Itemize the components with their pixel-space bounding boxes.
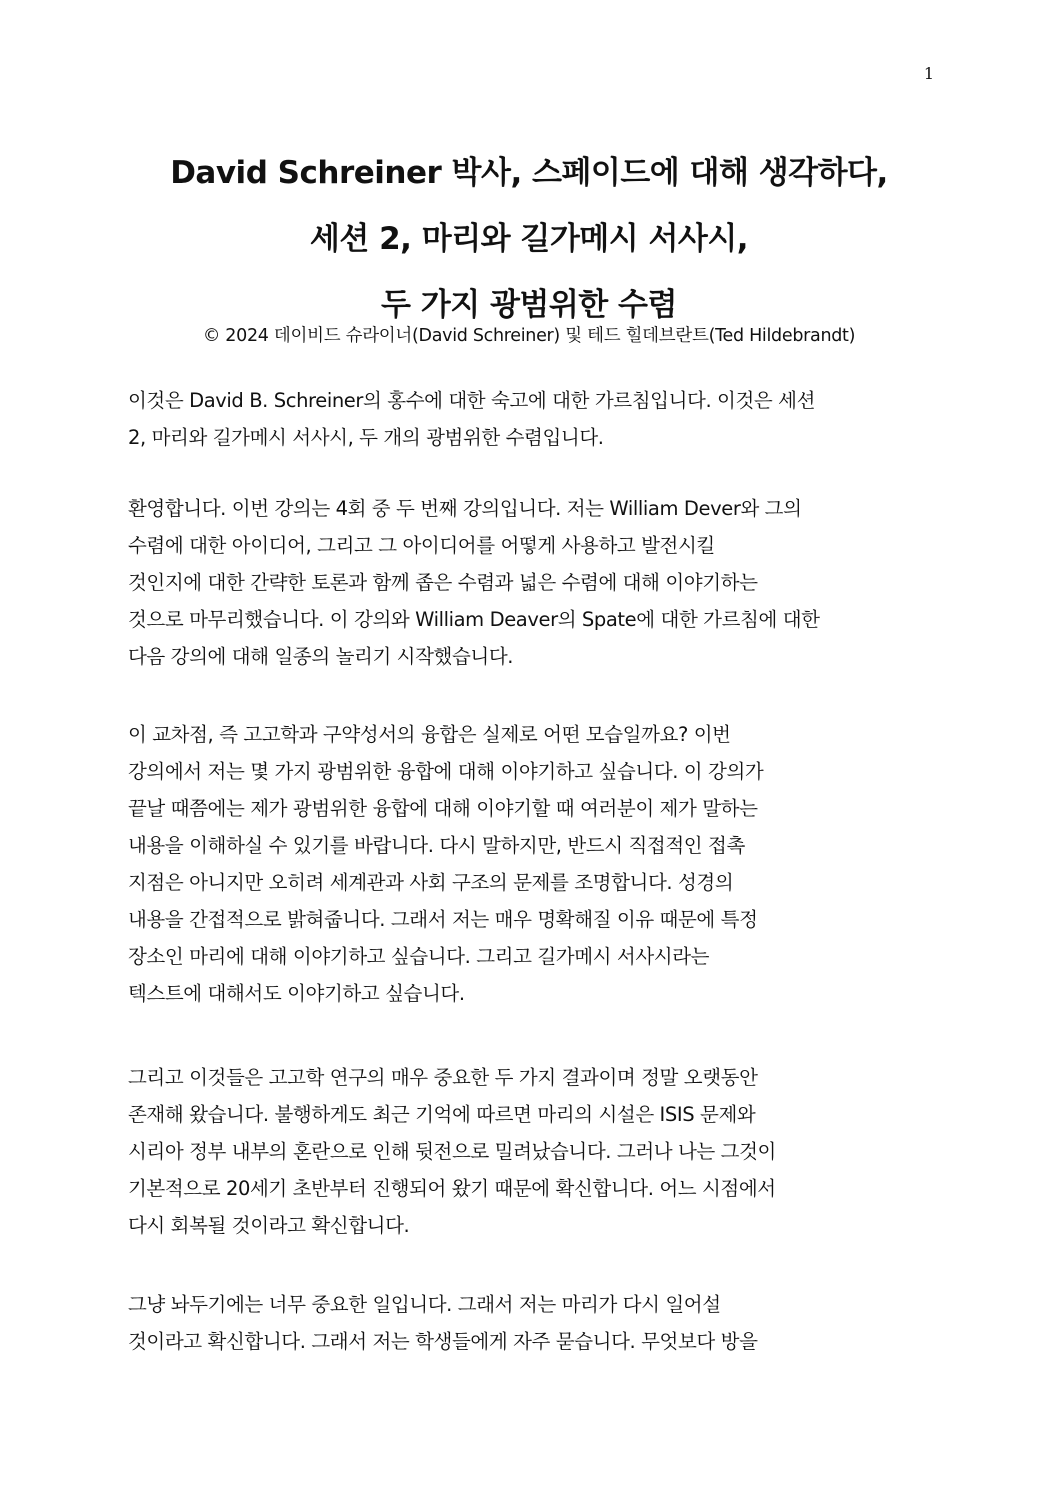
paragraph-line: 수렴에 대한 아이디어, 그리고 그 아이디어를 어떻게 사용하고 발전시킬 xyxy=(128,534,715,557)
paragraph-line: 2, 마리와 길가메시 서사시, 두 개의 광범위한 수렴입니다. xyxy=(128,426,604,449)
paragraph-line: 내용을 간접적으로 밝혀줍니다. 그래서 저는 매우 명확해질 이유 때문에 특정 xyxy=(128,908,758,931)
copyright-notice: © 2024 데이비드 슈라이너(David Schreiner) 및 테드 힐데브란트(Ted Hildebrandt) xyxy=(202,326,856,346)
paragraph-line: 이것은 David B. Schreiner의 홍수에 대한 숙고에 대한 가르침입니다. 이것은 세션 xyxy=(128,389,816,412)
paragraph-line: 내용을 이해하실 수 있기를 바랍니다. 다시 말하지만, 반드시 직접적인 접촉 xyxy=(128,834,745,857)
title-line-1: David Schreiner 박사, 스페이드에 대해 생각하다, xyxy=(170,155,888,191)
title-line-3: 두 가지 광범위한 수렴 xyxy=(381,287,677,323)
paragraph-line: 강의에서 저는 몇 가지 광범위한 융합에 대해 이야기하고 싶습니다. 이 강의가 xyxy=(128,760,764,783)
paragraph-line: 것인지에 대한 간략한 토론과 함께 좁은 수렴과 넓은 수렴에 대해 이야기하는 xyxy=(128,571,758,594)
paragraph-line: 기본적으로 20세기 초반부터 진행되어 왔기 때문에 확신합니다. 어느 시점에서 xyxy=(128,1177,776,1200)
paragraph-4 xyxy=(128,1059,938,1244)
paragraph-5 xyxy=(128,1286,938,1360)
paragraph-line: 존재해 왔습니다. 불행하게도 최근 기억에 따르면 마리의 시설은 ISIS 문제와 xyxy=(128,1103,756,1126)
paragraph-line: 것이라고 확신합니다. 그래서 저는 학생들에게 자주 묻습니다. 무엇보다 방을 xyxy=(128,1330,758,1353)
title-line-2: 세션 2, 마리와 길가메시 서사시, xyxy=(309,221,749,257)
paragraph-line: 시리아 정부 내부의 혼란으로 인해 뒷전으로 밀려났습니다. 그러나 나는 그것이 xyxy=(128,1140,776,1163)
paragraph-2 xyxy=(128,490,938,675)
paragraph-line: 이 교차점, 즉 고고학과 구약성서의 융합은 실제로 어떤 모습일까요? 이번 xyxy=(128,723,731,746)
paragraph-3 xyxy=(128,716,938,1012)
page-number: 1 xyxy=(923,64,934,83)
paragraph-line: 환영합니다. 이번 강의는 4회 중 두 번째 강의입니다. 저는 William Dever와 그의 xyxy=(128,497,802,520)
paragraph-line: 끝날 때쯤에는 제가 광범위한 융합에 대해 이야기할 때 여러분이 제가 말하는 xyxy=(128,797,758,820)
paragraph-line: 다시 회복될 것이라고 확신합니다. xyxy=(128,1214,410,1237)
paragraph-line: 다음 강의에 대해 일종의 놀리기 시작했습니다. xyxy=(128,645,514,668)
paragraph-1 xyxy=(128,382,938,456)
paragraph-line: 지점은 아니지만 오히려 세계관과 사회 구조의 문제를 조명합니다. 성경의 xyxy=(128,871,734,894)
paragraph-line: 그냥 놔두기에는 너무 중요한 일입니다. 그래서 저는 마리가 다시 일어설 xyxy=(128,1293,721,1316)
paragraph-line: 장소인 마리에 대해 이야기하고 싶습니다. 그리고 길가메시 서사시라는 xyxy=(128,945,710,968)
paragraph-line: 것으로 마무리했습니다. 이 강의와 William Deaver의 Spate에 대한 가르침에 대한 xyxy=(128,608,820,631)
paragraph-line: 텍스트에 대해서도 이야기하고 싶습니다. xyxy=(128,982,465,1005)
paragraph-line: 그리고 이것들은 고고학 연구의 매우 중요한 두 가지 결과이며 정말 오랫동안 xyxy=(128,1066,758,1089)
document-title xyxy=(110,140,948,338)
